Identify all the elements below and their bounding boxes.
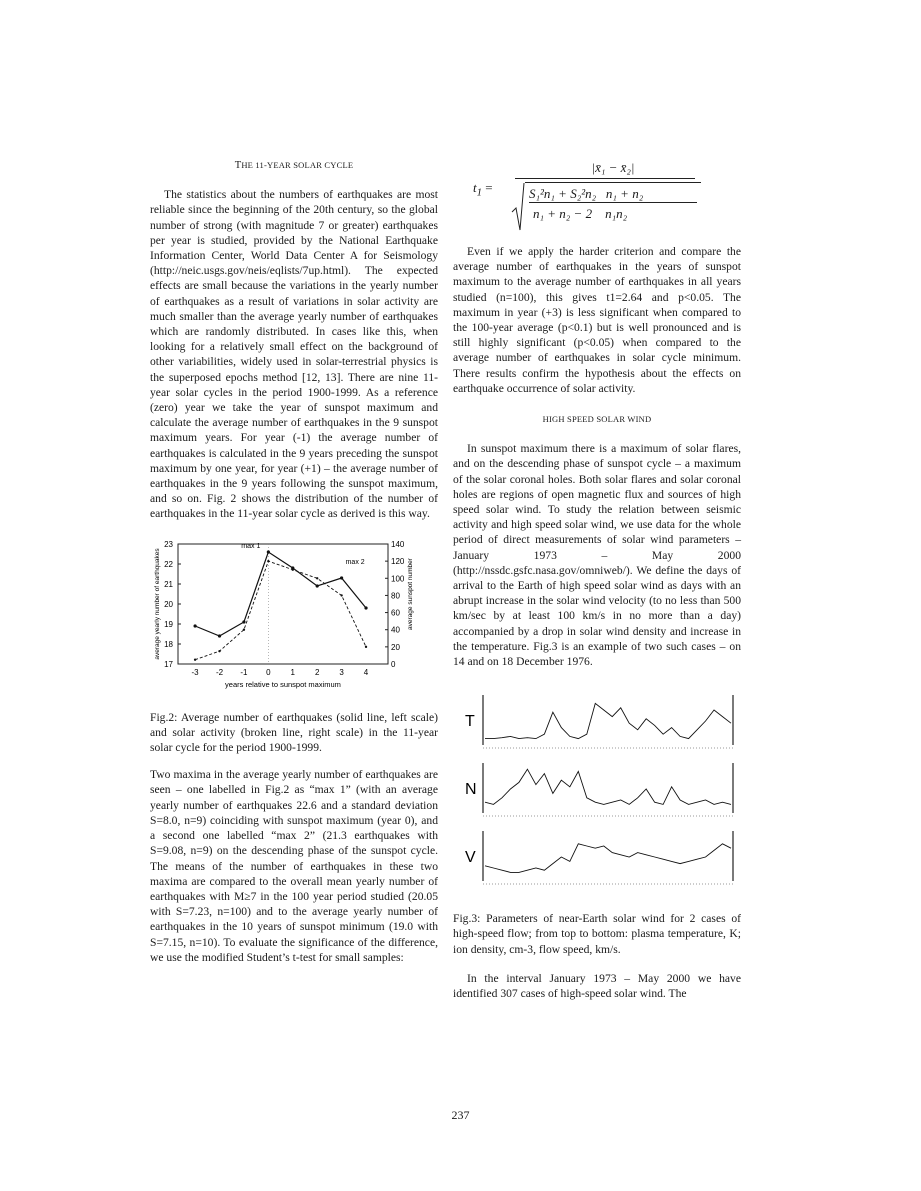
x-tick-label: 0 xyxy=(266,667,271,677)
figure-3-caption: Fig.3: Parameters of near-Earth solar wind for 2 cases of high-speed flow; from top to bottom: plasma temperature, K; ion density, cm-3, flow speed, km/s. xyxy=(453,912,741,956)
heading-initial: T xyxy=(234,160,242,171)
figure-2-chart xyxy=(150,536,438,692)
sunspot-point xyxy=(316,577,318,579)
right-tick-label: 100 xyxy=(391,573,405,583)
formula-t: t xyxy=(473,180,477,195)
section-heading-solar-cycle xyxy=(150,158,438,173)
sqrt-sign-icon xyxy=(511,182,525,232)
formula-t-sub: 1 xyxy=(476,186,483,199)
left-tick-label: 22 xyxy=(164,559,173,569)
left-column xyxy=(150,158,438,965)
left-tick-label: 23 xyxy=(164,539,173,549)
paragraph-two-maxima: Two maxima in the average yearly number of earthquakes are seen – one labelled in Fig.2 as “max 1” (with an average yearly number of earthquakes 22.6 and a standard deviation S=8.0, n=9) coinciding with sunspot maximum (year 0), and a second one labelled “max 2” (21.3 earthquakes with S=9.08, n=9) on the descending phase of the sunspot cycle. The means of the number of earthquakes in these two maxima are compared to the overall mean yearly number of earthquakes with M≥7 in the 100 year period studied (20.05 with S=7.23, n=100) and to the average yearly number of earthquakes in the 10 years of sunspot minimum (19.0 with S=7.15, n=10). To evaluate the significance of the difference, we use the modified Student’s t-test for small samples: xyxy=(150,768,438,964)
formula-denominator-bottom: n₁ + n₂ − 2 n₁n₂ xyxy=(533,206,628,221)
earthquakes-point xyxy=(364,606,367,609)
sunspot-point xyxy=(218,650,220,652)
x-axis-label: years relative to sunspot maximum xyxy=(225,679,341,689)
right-tick-label: 140 xyxy=(391,539,405,549)
panel-series-line xyxy=(485,769,731,804)
right-tick-label: 40 xyxy=(391,625,400,635)
x-tick-label: 1 xyxy=(290,667,295,677)
figure-2-caption: Fig.2: Average number of earthquakes (solid line, left scale) and solar activity (broken line, right scale) in the 11-year solar cycle for the period 1900-1999. xyxy=(150,710,438,755)
heading-solar-wind-text: HIGH SPEED SOLAR WIND xyxy=(542,414,652,425)
paragraph-solar-cycle-method: The statistics about the numbers of earthquakes are most reliable since the beginning of the 20th century, so the global number of strong (with magnitude 7 or greater) earthquakes per year is studied, provided by the National Earthquake Information Center, World Data Center A for Seismology (http://neic.usgs.gov/neis/eqlists/7up.html). The expected effects are small because the variations in the yearly number of earthquakes as a result of variations in solar activity are much smaller than the average yearly number of earthquakes which are randomly distributed. In cases like this, when looking for a relatively small effect on the background of other variabilities, widely used in solar-terrestrial physics is the superposed epochs method [12, 13]. There are nine 11-year solar cycles in the period 1900-1999. As a reference (zero) year we take the year of sunspot maximum and calculate the average number of earthquakes in the 9 sunspot maximum years. For year (-1) the average number of earthquakes is calculated in the 9 years preceding the sunspot maximum by one year, for year (+1) – the average number of earthquakes in the 9 years following the sunspot maximum, and so on. Fig. 2 shows the distribution of the number of earthquakes in the 11-year solar cycle as derived is this way. xyxy=(150,188,438,521)
formula-equals: = xyxy=(485,180,493,195)
paragraph-significance: Even if we apply the harder criterion and compare the average number of earthquakes in the years of sunspot maximum to the average number of earthquakes in all years studied (n=100), this gives t1=2.64 and p<0.05. The maximum in year (+3) is less significant when compared to the 100-year average (p<0.1) but is well pronounced and is still highly significant (p<0.05) when compared to the average number of earthquakes in solar cycle minimum. There results confirm the hypothesis about the effects on earthquake occurrence of solar activity. xyxy=(453,245,741,395)
earthquakes-point xyxy=(267,550,270,553)
x-tick-label: 4 xyxy=(363,667,369,677)
sunspot-point xyxy=(365,645,367,647)
sunspot-point xyxy=(243,628,245,630)
t-test-formula xyxy=(453,158,741,244)
right-tick-label: 80 xyxy=(391,591,400,601)
left-tick-label: 17 xyxy=(164,659,173,669)
right-tick-label: 0 xyxy=(391,659,396,669)
right-column xyxy=(453,158,741,1001)
y2-axis-label: average sunspot number xyxy=(407,557,414,630)
left-tick-label: 18 xyxy=(164,639,173,649)
left-tick-label: 21 xyxy=(164,579,173,589)
formula-inner-bar xyxy=(529,202,697,203)
panel-label: T xyxy=(465,713,475,731)
earthquakes-point xyxy=(218,634,221,637)
earthquakes-point xyxy=(340,576,343,579)
left-tick-label: 19 xyxy=(164,619,173,629)
formula-numerator: |x̄₁ − x̄₂| xyxy=(591,160,635,175)
x-tick-label: -3 xyxy=(191,667,199,677)
formula-denominator-top: S₁²n₁ + S₂²n₂ n₁ + n₂ xyxy=(529,186,644,201)
panel-series-line xyxy=(485,844,731,873)
earthquakes-point xyxy=(242,620,245,623)
sunspot-series-line xyxy=(195,558,366,660)
formula-fraction-bar xyxy=(515,178,695,179)
earthquakes-point xyxy=(193,624,196,627)
x-tick-label: -2 xyxy=(215,667,224,677)
sqrt-bar xyxy=(525,182,701,183)
x-tick-label: -1 xyxy=(240,667,248,677)
right-tick-label: 120 xyxy=(391,556,405,566)
page-number: 237 xyxy=(451,1108,470,1122)
sunspot-point xyxy=(267,560,269,562)
annotation-label: max 2 xyxy=(345,558,365,566)
right-tick-label: 60 xyxy=(391,608,400,618)
figure-3-chart xyxy=(453,691,741,897)
left-tick-label: 20 xyxy=(164,599,173,609)
paragraph-solar-wind: In sunspot maximum there is a maximum of solar flares, and on the descending phase of sunspot cycle – a maximum of the solar coronal holes. Both solar flares and solar coronal holes are regions of open magnetic flux and sources of high speed solar wind. To study the relation between seismic activity and high speed solar wind, we use data for the whole period of direct measurements of solar wind parameters – January 1973 – May 2000 (http://nssdc.gsfc.nasa.gov/omniweb/). We define the days of arrival to the Earth of high speed solar wind as days with an abrupt increase in the solar wind velocity (to no less than 500 km/sec by at least 100 km/s in no more than a day) accompanied by a drop in solar wind density and increase in the temperature. Fig.3 is an example of two such cases – on 14 and on 18 December 1976. xyxy=(453,442,741,669)
panel-series-line xyxy=(485,704,731,739)
y-axis-label: average yearly number of earthquakes xyxy=(154,548,161,660)
earthquakes-point xyxy=(316,584,319,587)
panel-label: V xyxy=(465,849,476,867)
heading-rest: HE 11-YEAR SOLAR CYCLE xyxy=(241,160,354,170)
sunspot-point xyxy=(194,658,196,660)
formula-lhs xyxy=(473,180,493,201)
sunspot-point xyxy=(292,568,294,570)
paragraph-interval: In the interval January 1973 – May 2000 we have identified 307 cases of high-speed solar wind. The xyxy=(453,971,741,1001)
earthquakes-series-line xyxy=(195,552,366,636)
panel-label: N xyxy=(465,781,477,799)
section-heading-solar-wind xyxy=(453,412,741,427)
right-tick-label: 20 xyxy=(391,642,400,652)
annotation-label: max 1 xyxy=(241,542,261,550)
sunspot-point xyxy=(340,594,342,596)
x-tick-label: 3 xyxy=(339,667,344,677)
x-tick-label: 2 xyxy=(314,667,320,677)
